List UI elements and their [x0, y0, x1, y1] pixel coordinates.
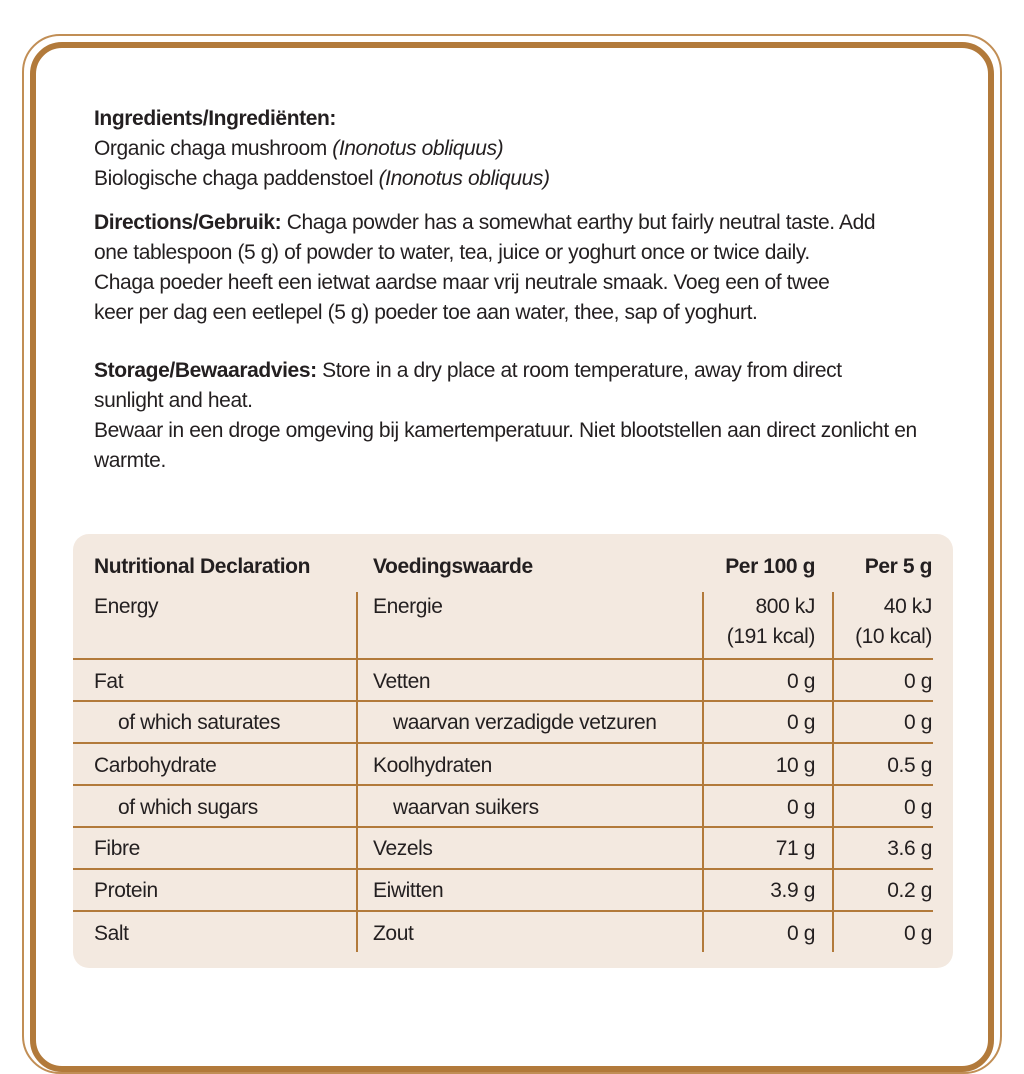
row-energy-per5-kcal: (10 kcal)	[855, 625, 932, 648]
row-saturates-per100: 0 g	[787, 711, 815, 734]
directions-text-nl: Chaga poeder heeft een ietwat aardse maar vrij neutrale smaak. Voeg een of twee keer per dag een eetlepel (5 g) poeder toe aan water, thee, sap of yoghurt.	[94, 271, 830, 324]
ingredients-heading: Ingredients/Ingrediënten:	[94, 107, 337, 130]
row-sugars-en: of which sugars	[118, 796, 258, 819]
row-divider	[73, 868, 933, 870]
row-salt-en: Salt	[94, 922, 129, 945]
row-saturates-nl: waarvan verzadigde vetzuren	[393, 711, 657, 734]
row-energy-nl: Energie	[373, 595, 443, 618]
row-divider	[73, 700, 933, 702]
header-per-100g: Per 100 g	[725, 555, 815, 578]
ingredients-section	[94, 104, 954, 194]
header-voedingswaarde: Voedingswaarde	[373, 555, 533, 578]
row-sugars-per100: 0 g	[787, 796, 815, 819]
row-divider	[73, 742, 933, 744]
storage-text-nl: Bewaar in een droge omgeving bij kamertemperatuur. Niet blootstellen aan direct zonlicht en warmte.	[94, 419, 917, 472]
row-saturates-en: of which saturates	[118, 711, 281, 734]
storage-en	[94, 356, 884, 416]
row-sugars-nl: waarvan suikers	[393, 796, 539, 819]
row-carbohydrate-per5: 0.5 g	[887, 754, 932, 777]
row-salt-per5: 0 g	[904, 922, 932, 945]
storage-section	[94, 356, 917, 476]
row-divider	[73, 826, 933, 828]
row-carbohydrate-per100: 10 g	[775, 754, 815, 777]
row-protein-per5: 0.2 g	[887, 879, 932, 902]
row-fibre-per100: 71 g	[775, 837, 815, 860]
row-salt-per100: 0 g	[787, 922, 815, 945]
row-saturates-per5: 0 g	[904, 711, 932, 734]
row-fat-per5: 0 g	[904, 670, 932, 693]
ingredients-latin-en: (Inonotus obliquus)	[332, 137, 504, 160]
row-protein-nl: Eiwitten	[373, 879, 444, 902]
row-carbohydrate-en: Carbohydrate	[94, 754, 217, 777]
ingredients-latin-nl: (Inonotus obliquus)	[378, 167, 550, 190]
directions-section	[94, 208, 884, 328]
row-fibre-en: Fibre	[94, 837, 140, 860]
row-sugars-per5: 0 g	[904, 796, 932, 819]
directions-text-en: Chaga powder has a somewhat earthy but fairly neutral taste. Add one tablespoon (5 g) of powder to water, tea, juice or yoghurt once or twice daily.	[94, 211, 876, 264]
ingredients-line-en: Organic chaga mushroom	[94, 137, 333, 160]
row-divider	[73, 910, 933, 912]
row-fat-per100: 0 g	[787, 670, 815, 693]
row-fibre-per5: 3.6 g	[887, 837, 932, 860]
row-energy-per5-kj: 40 kJ	[883, 595, 932, 618]
nutrition-table	[73, 534, 953, 968]
storage-text-en: Store in a dry place at room temperature, away from direct sunlight and heat.	[94, 359, 842, 412]
row-fat-nl: Vetten	[373, 670, 431, 693]
row-divider	[73, 784, 933, 786]
row-fat-en: Fat	[94, 670, 124, 693]
row-carbohydrate-nl: Koolhydraten	[373, 754, 492, 777]
row-energy-en: Energy	[94, 595, 159, 618]
label-text	[94, 104, 954, 476]
divider-vertical	[356, 592, 358, 952]
storage-heading: Storage/Bewaaradvies:	[94, 359, 317, 382]
row-salt-nl: Zout	[373, 922, 414, 945]
row-energy-per100-kj: 800 kJ	[755, 595, 815, 618]
row-protein-per100: 3.9 g	[770, 879, 815, 902]
row-fibre-nl: Vezels	[373, 837, 433, 860]
row-protein-en: Protein	[94, 879, 158, 902]
header-nutritional-declaration: Nutritional Declaration	[94, 555, 310, 578]
header-per-5g: Per 5 g	[864, 555, 932, 578]
directions-heading: Directions/Gebruik:	[94, 211, 282, 234]
row-energy-per100-kcal: (191 kcal)	[726, 625, 815, 648]
row-divider	[73, 658, 933, 660]
ingredients-line-nl: Biologische chaga paddenstoel	[94, 167, 379, 190]
